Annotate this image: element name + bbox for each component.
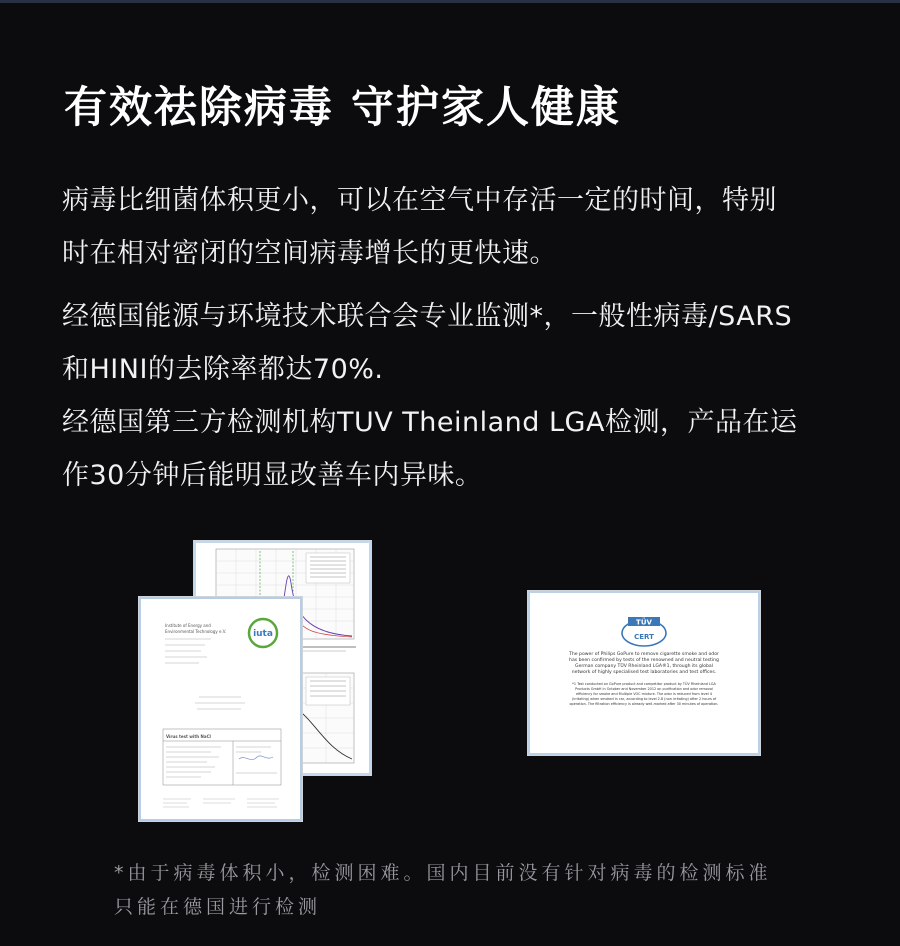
tuv-certificate	[528, 591, 760, 755]
tuv-certificate-image	[530, 593, 758, 753]
tuv-cert-logo	[622, 617, 666, 646]
tuv-note-line5: operation. The filtration efficiency is already well-marked after 30 minutes of operation.	[569, 702, 719, 706]
tuv-note-line3: efficiency for smoke and Multiple VOC mixture. The odor is reduced from level 4	[575, 692, 713, 696]
paragraph-virus-intro	[62, 174, 862, 280]
top-divider	[0, 0, 900, 3]
iuta-test-report	[139, 597, 302, 821]
iuta-report-title: Virus test with NaCl	[166, 734, 211, 739]
tuv-text-line1: The power of Philips GoPure to remove cigarette smoke and odor	[569, 652, 719, 657]
page-title: 有效祛除病毒 守护家人健康	[64, 83, 621, 133]
iuta-header-line2: Environmental Technology e.V.	[165, 629, 227, 634]
paragraph1-line2: 时在相对密闭的空间病毒增长的更快速。	[62, 238, 557, 269]
tuv-text-line2: has been confirmed by tests of the renowned and neutral testing	[569, 658, 719, 663]
footnote-line2: 只能在德国进行检测	[114, 896, 322, 918]
tuv-logo-bottom: CERT	[634, 633, 654, 641]
tuv-text-line3: German company TÜV Rheinland LGA®1, through its global	[575, 664, 713, 669]
tuv-text-line4: network of highly specialised test laboratories and test offices.	[571, 670, 717, 675]
paragraph1-line1: 病毒比细菌体积更小，可以在空气中存活一定的时间，特别	[62, 185, 777, 216]
tuv-note-line2: Products GmbH in October and November 2012 on purification and odor removal	[575, 687, 713, 691]
iuta-logo-text: iuta	[253, 629, 273, 639]
tuv-note-line1: *1 Test conducted on GoPure product and competitor product by TÜV Rheinland LGA	[572, 682, 716, 686]
paragraph-test-results	[62, 290, 872, 502]
paragraph2-line3: 经德国第三方检测机构TUV Theinland LGA检测，产品在运	[62, 407, 798, 438]
paragraph2-line2: 和HINI的去除率都达70%.	[62, 354, 384, 385]
iuta-report-image	[141, 599, 300, 819]
tuv-note-line4: (irritating) when smoked in car, according to level 2.8 (non irritating) after 2 hours of	[571, 697, 717, 701]
footnote-line1: *由于病毒体积小，检测困难。国内目前没有针对病毒的检测标准	[114, 862, 772, 884]
iuta-logo	[249, 619, 277, 647]
paragraph2-line4: 作30分钟后能明显改善车内异味。	[62, 460, 483, 491]
tuv-logo-top: TÜV	[636, 618, 652, 627]
footnote	[114, 856, 772, 924]
iuta-header-line1: Institute of Energy and	[165, 623, 211, 628]
paragraph2-line1: 经德国能源与环境技术联合会专业监测*，一般性病毒/SARS	[62, 301, 793, 332]
